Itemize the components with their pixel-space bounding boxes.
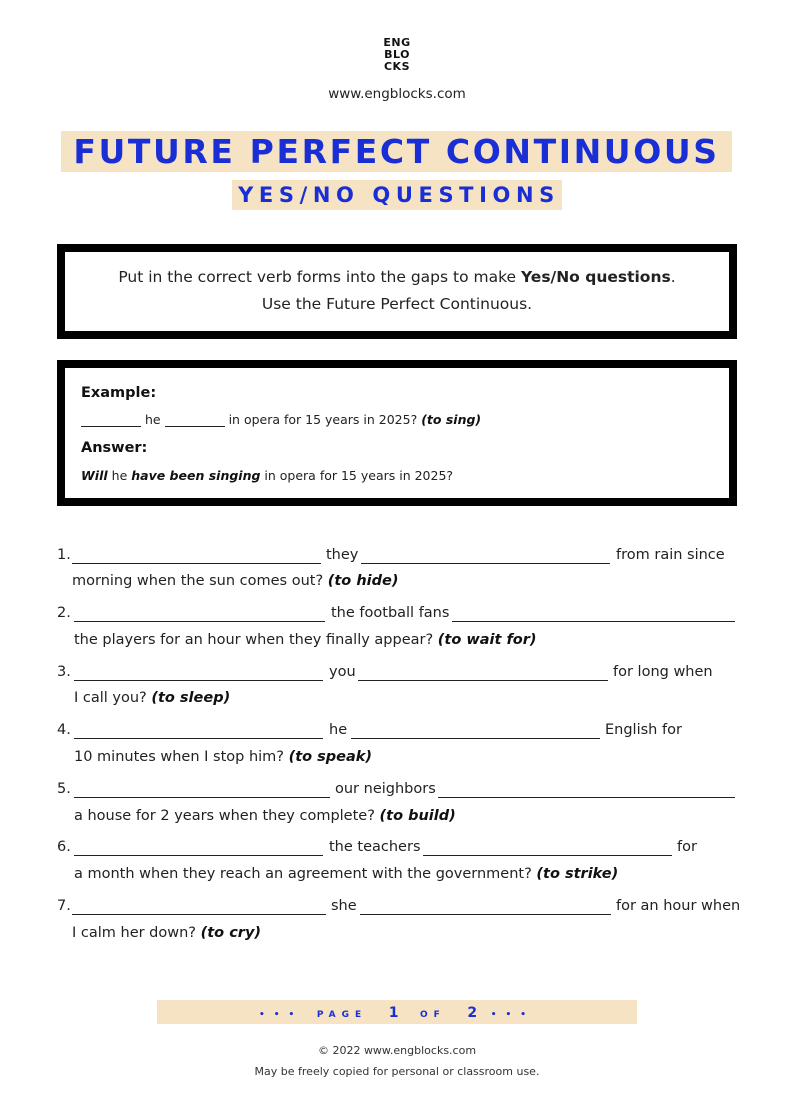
logo-line: BLO bbox=[384, 48, 410, 61]
question-continuation bbox=[74, 632, 537, 648]
instructions-line-2: Use the Future Perfect Continuous. bbox=[261, 295, 533, 313]
worksheet-subtitle: YES/NO QUESTIONS bbox=[232, 180, 562, 210]
question-text: I calm her down? bbox=[72, 925, 197, 941]
page-word: PAGE bbox=[316, 1010, 368, 1020]
logo-line: CKS bbox=[383, 60, 411, 73]
worksheet-title: FUTURE PERFECT CONTINUOUS bbox=[61, 131, 732, 172]
answer-rest: in opera for 15 years in 2025? bbox=[264, 468, 454, 483]
verb-hint: (to build) bbox=[379, 808, 456, 824]
page-current: 1 bbox=[388, 1005, 399, 1021]
question-subject: he bbox=[329, 722, 348, 738]
site-url: www.engblocks.com bbox=[328, 86, 466, 102]
question-number: 5. bbox=[57, 781, 71, 797]
instructions-emphasis: Yes/No questions bbox=[521, 268, 671, 286]
example-subject: he bbox=[144, 412, 161, 427]
question-continuation bbox=[74, 808, 456, 824]
verb-hint: (to speak) bbox=[288, 749, 373, 765]
example-sentence bbox=[81, 412, 481, 427]
example-rest: in opera for 15 years in 2025? bbox=[228, 412, 418, 427]
question-subject: you bbox=[329, 664, 356, 680]
logo-line: ENG bbox=[383, 36, 411, 49]
dots-decoration: ••• bbox=[258, 1010, 304, 1020]
answer-blank[interactable] bbox=[72, 563, 321, 564]
answer-blank[interactable] bbox=[423, 855, 672, 856]
answer-blank[interactable] bbox=[360, 914, 611, 915]
example-hint: (to sing) bbox=[421, 412, 482, 427]
question-continuation bbox=[74, 866, 618, 882]
dots-decoration: ••• bbox=[490, 1010, 535, 1020]
verb-hint: (to cry) bbox=[200, 925, 262, 941]
question-subject: the football fans bbox=[331, 605, 450, 621]
answer-blank[interactable] bbox=[351, 738, 600, 739]
answer-blank[interactable] bbox=[74, 738, 323, 739]
instructions-box bbox=[57, 244, 737, 339]
question-text: morning when the sun comes out? bbox=[72, 573, 324, 589]
answer-blank[interactable] bbox=[74, 621, 325, 622]
instructions-line-1 bbox=[65, 264, 729, 291]
example-label: Example: bbox=[81, 385, 157, 401]
answer-blank[interactable] bbox=[358, 680, 608, 681]
question-continuation bbox=[74, 690, 230, 706]
question-number: 2. bbox=[57, 605, 71, 621]
question-subject: our neighbors bbox=[335, 781, 436, 797]
answer-blank[interactable] bbox=[438, 797, 735, 798]
page-total: 2 bbox=[467, 1005, 478, 1021]
question-continuation bbox=[74, 749, 372, 765]
answer-blank[interactable] bbox=[74, 855, 323, 856]
copyright-text: © 2022 www.engblocks.com bbox=[317, 1044, 477, 1057]
instructions-period: . bbox=[670, 268, 676, 286]
question-tail: English for bbox=[605, 722, 682, 738]
question-subject: they bbox=[326, 547, 359, 563]
answer-sentence bbox=[81, 468, 453, 483]
question-tail: from rain since bbox=[616, 547, 725, 563]
question-tail: for an hour when bbox=[616, 898, 741, 914]
answer-subject: he bbox=[111, 468, 128, 483]
verb-hint: (to strike) bbox=[536, 866, 619, 882]
question-number: 1. bbox=[57, 547, 71, 563]
engblocks-logo bbox=[0, 37, 794, 73]
license-text: May be freely copied for personal or classroom use. bbox=[254, 1065, 540, 1078]
answer-verb: have been singing bbox=[131, 468, 261, 483]
of-word: OF bbox=[420, 1010, 446, 1020]
verb-hint: (to hide) bbox=[327, 573, 399, 589]
example-blank bbox=[165, 412, 225, 427]
question-subject: the teachers bbox=[329, 839, 421, 855]
verb-hint: (to wait for) bbox=[437, 632, 537, 648]
question-continuation bbox=[72, 573, 398, 589]
question-number: 6. bbox=[57, 839, 71, 855]
question-continuation bbox=[72, 925, 261, 941]
answer-blank[interactable] bbox=[74, 797, 330, 798]
question-number: 3. bbox=[57, 664, 71, 680]
question-text: a house for 2 years when they complete? bbox=[74, 808, 375, 824]
question-number: 4. bbox=[57, 722, 71, 738]
answer-blank[interactable] bbox=[72, 914, 326, 915]
question-text: a month when they reach an agreement with the government? bbox=[74, 866, 532, 882]
example-box bbox=[57, 360, 737, 506]
instructions-text: Put in the correct verb forms into the gaps to make bbox=[118, 268, 521, 286]
answer-blank[interactable] bbox=[74, 680, 323, 681]
question-text: 10 minutes when I stop him? bbox=[74, 749, 284, 765]
example-blank bbox=[81, 412, 141, 427]
question-tail: for long when bbox=[613, 664, 713, 680]
question-text: the players for an hour when they finally appear? bbox=[74, 632, 434, 648]
answer-aux: Will bbox=[81, 468, 108, 483]
question-subject: she bbox=[331, 898, 357, 914]
question-number: 7. bbox=[57, 898, 71, 914]
question-tail: for bbox=[677, 839, 697, 855]
answer-label: Answer: bbox=[81, 440, 148, 456]
page-indicator bbox=[157, 1000, 637, 1024]
verb-hint: (to sleep) bbox=[151, 690, 231, 706]
answer-blank[interactable] bbox=[452, 621, 735, 622]
answer-blank[interactable] bbox=[361, 563, 610, 564]
question-text: I call you? bbox=[74, 690, 147, 706]
